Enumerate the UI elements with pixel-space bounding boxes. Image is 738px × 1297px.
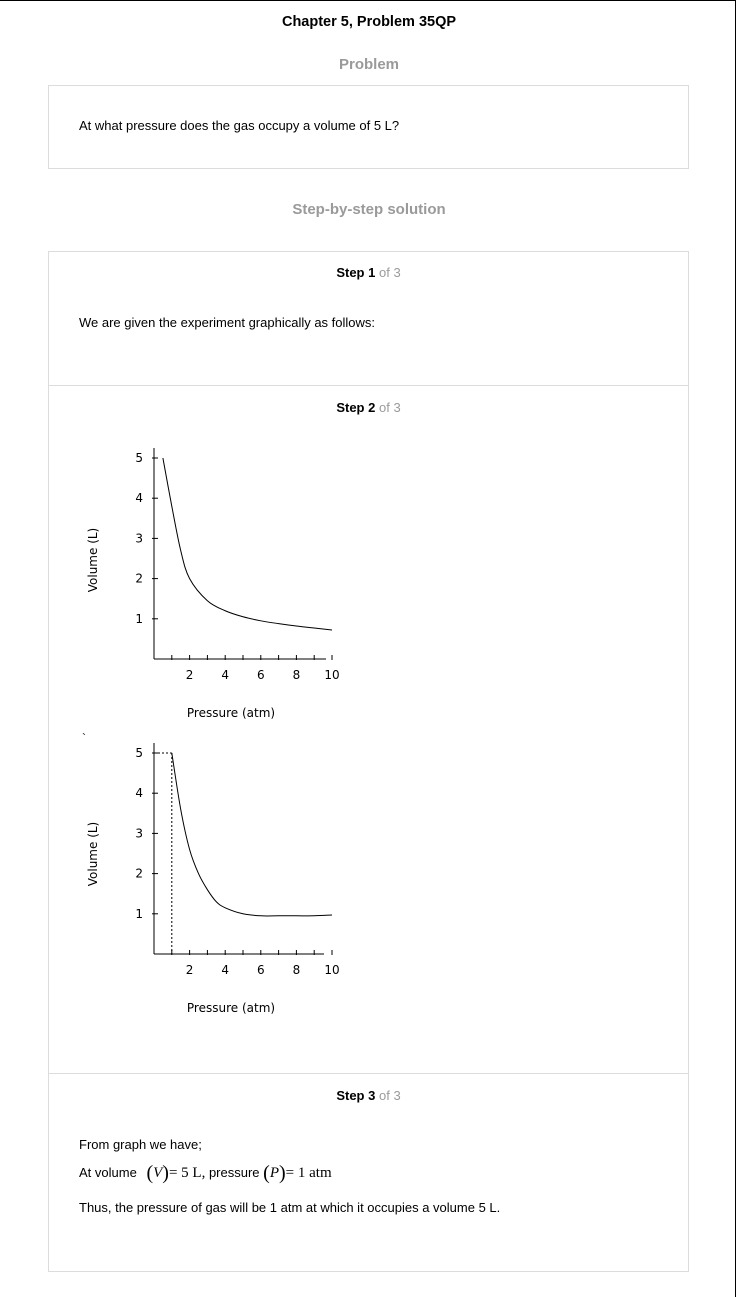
series-line <box>163 458 332 630</box>
x-tick-label: 10 <box>324 963 340 977</box>
step-3-line-prefix: At volume <box>79 1165 137 1180</box>
y-tick-label: 5 <box>135 746 143 760</box>
series-line <box>172 753 332 916</box>
y-tick-label: 5 <box>135 451 143 465</box>
step-1-text: We are given the experiment graphically as follows: <box>79 315 376 330</box>
solution-heading: Step-by-step solution <box>292 201 446 218</box>
step-divider-2 <box>49 1073 688 1074</box>
step-divider-1 <box>49 385 688 386</box>
step-3-equation-line <box>79 1162 332 1185</box>
y-tick-label: 2 <box>135 866 143 881</box>
step-3-line-mid: pressure <box>208 1165 260 1180</box>
x-tick-label: 6 <box>256 668 265 682</box>
pressure-expression: (P)= 1 atm <box>263 1162 332 1184</box>
step-2-of: of 3 <box>378 400 401 415</box>
x-tick-label: 8 <box>292 963 301 977</box>
y-tick-label: 4 <box>135 491 143 506</box>
chart-2-axes <box>135 743 339 977</box>
chart-1-xlabel: Pressure (atm) <box>186 706 276 720</box>
problem-box <box>48 85 689 169</box>
step-3-label <box>49 1088 688 1103</box>
volume-variable: V <box>153 1165 163 1181</box>
y-tick-label: 3 <box>135 826 143 841</box>
x-tick-label: 2 <box>185 963 194 977</box>
step-1-of: of 3 <box>378 265 401 280</box>
y-tick-label: 1 <box>135 906 143 921</box>
volume-expression: (V)= 5 L, <box>146 1162 206 1184</box>
chart-2-marks <box>154 753 332 954</box>
pressure-variable: P <box>269 1165 279 1181</box>
x-tick-label: 10 <box>324 668 340 682</box>
chart-1-axes <box>135 448 339 682</box>
x-tick-label: 4 <box>221 963 230 977</box>
volume-pressure-chart-2 <box>81 737 371 1027</box>
pressure-value: = 1 atm <box>285 1165 332 1181</box>
step-2-word: Step <box>336 400 365 415</box>
x-tick-label: 8 <box>292 668 301 682</box>
step-1-label <box>49 265 688 280</box>
step-1-number: 1 <box>368 265 376 280</box>
y-tick-label: 1 <box>135 611 143 626</box>
step-3-word: Step <box>336 1088 365 1103</box>
chart-2-ylabel: Volume (L) <box>86 821 100 887</box>
step-3-of: of 3 <box>378 1088 401 1103</box>
solution-box <box>48 251 689 1272</box>
step-3-conclusion: Thus, the pressure of gas will be 1 atm at which it occupies a volume 5 L. <box>79 1200 501 1215</box>
x-tick-label: 2 <box>185 668 194 682</box>
step-3-number: 3 <box>368 1088 376 1103</box>
y-tick-label: 2 <box>135 571 143 586</box>
chart-1-ylabel: Volume (L) <box>86 527 100 593</box>
problem-text: At what pressure does the gas occupy a volume of 5 L? <box>79 118 400 133</box>
step-2-number: 2 <box>368 400 376 415</box>
x-tick-label: 6 <box>256 963 265 977</box>
volume-pressure-chart-1 <box>81 442 371 732</box>
chart-1-marks <box>163 458 332 630</box>
problem-heading: Problem <box>338 56 399 73</box>
step-1-word: Step <box>336 265 365 280</box>
step-3-intro: From graph we have; <box>79 1137 202 1152</box>
y-tick-label: 4 <box>135 786 143 801</box>
stray-mark: ` <box>82 731 86 745</box>
chart-2-xlabel: Pressure (atm) <box>186 1001 276 1015</box>
volume-value: = 5 L, <box>168 1165 206 1181</box>
x-tick-label: 4 <box>221 668 230 682</box>
page-title: Chapter 5, Problem 35QP <box>281 14 457 30</box>
y-tick-label: 3 <box>135 531 143 546</box>
step-2-label <box>49 400 688 415</box>
